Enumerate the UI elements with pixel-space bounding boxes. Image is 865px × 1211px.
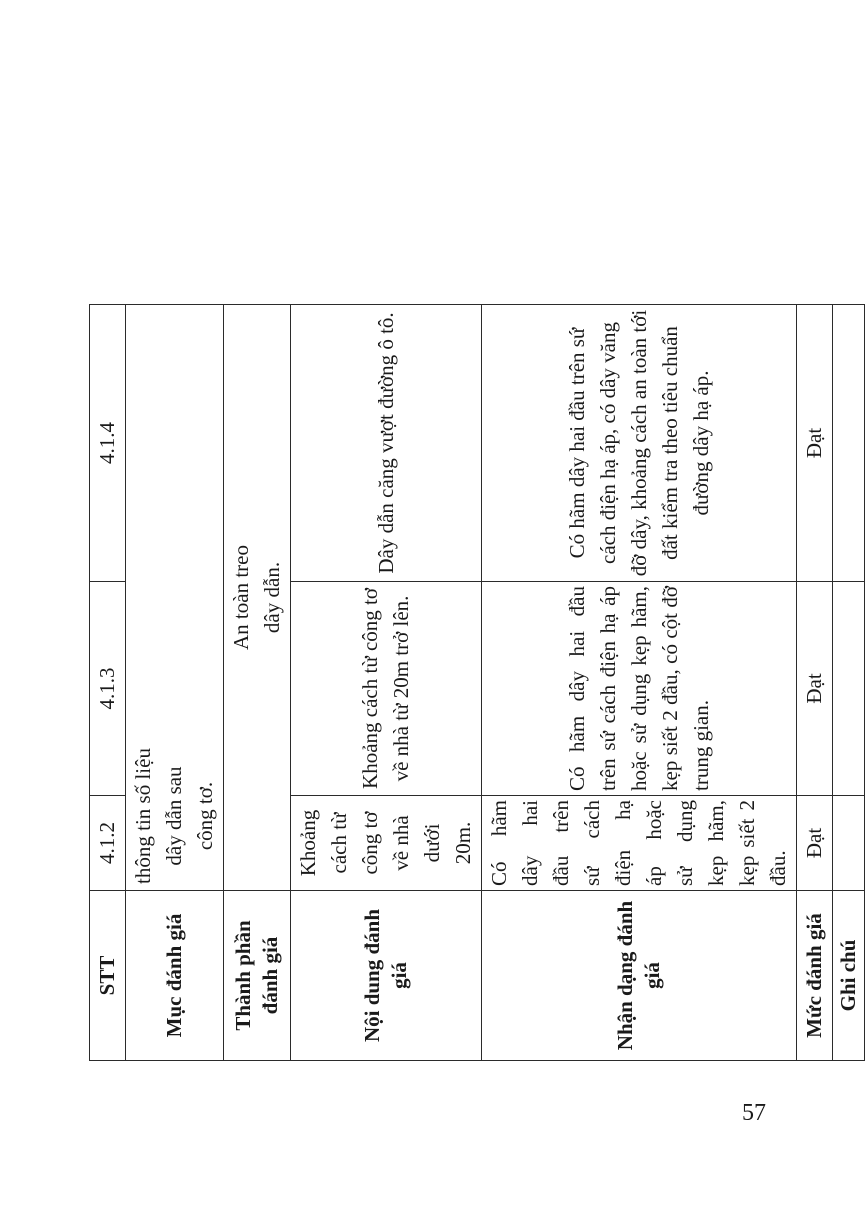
table-cell-muc: [126, 305, 224, 891]
header-stt: STT: [90, 891, 126, 1061]
table-row-stt-4-1-2: 4.1.2: [90, 796, 126, 891]
header-muc-row: [126, 89, 224, 1061]
header-nhan-dang-row: [482, 89, 797, 1061]
muc-carry-text: thông tin số liệu dây dẫn sau công tơ.: [131, 748, 217, 884]
header-noi-dung: Nội dung đánh giá: [291, 891, 482, 1061]
header-thanh-phan-row: [224, 89, 291, 1061]
header-stt-row: [90, 89, 126, 1061]
thanh-phan-text: An toàn treo dây dẫn.: [229, 545, 284, 650]
table-row-noi-dung-4-1-2: Khoảng cách từ công tơ về nhà dưới 20m.: [291, 796, 482, 891]
table-row-ghi-chu-4-1-4: [833, 305, 865, 582]
table-row-ghi-chu-4-1-2: [833, 796, 865, 891]
rotated-table-wrapper: [89, 89, 860, 1061]
table-row-stt-4-1-4: 4.1.4: [90, 305, 126, 582]
table-row-muc-danh-gia-4-1-2: Đạt: [797, 796, 833, 891]
header-noi-dung-row: [291, 89, 482, 1061]
header-thanh-phan: Thành phần đánh giá: [224, 891, 291, 1061]
table-row-muc-danh-gia-4-1-3: Đạt: [797, 582, 833, 796]
header-muc: Mục đánh giá: [126, 891, 224, 1061]
table-row-nhan-dang-4-1-4: Có hãm dây hai đầu trên sứ cách điện hạ áp, có dây văng đỡ dây, khoảng cách an toàn tới đất kiểm tra theo tiêu chuẩn đường dây hạ áp.: [482, 305, 797, 582]
header-ghi-chu-row: [833, 89, 865, 1061]
header-ghi-chu: Ghi chú: [833, 891, 865, 1061]
table-cell-thanh-phan: [224, 305, 291, 891]
page-number: 57: [742, 1100, 766, 1126]
table-row-nhan-dang-4-1-3: Có hãm dây hai đầu trên sứ cách điện hạ áp hoặc sử dụng kẹp hãm, kẹp siết 2 đầu, có cột đỡ trung gian.: [482, 582, 797, 796]
header-muc-danh-gia: Mức đánh giá: [797, 891, 833, 1061]
table-row-noi-dung-4-1-4: Dây dẫn căng vượt đường ô tô.: [291, 305, 482, 582]
table-row-nhan-dang-4-1-2: Có hãm dây hai đầu trên sứ cách điện hạ áp hoặc sử dụng kẹp hãm, kẹp siết 2 đầu.: [482, 796, 797, 891]
table-row-ghi-chu-4-1-3: [833, 582, 865, 796]
header-nhan-dang: Nhận dạng đánh giá: [482, 891, 797, 1061]
table-row-noi-dung-4-1-3: Khoảng cách từ công tơ về nhà từ 20m trở lên.: [291, 582, 482, 796]
table-row-muc-danh-gia-4-1-4: Đạt: [797, 305, 833, 582]
evaluation-table: [89, 88, 865, 1061]
header-muc-danh-gia-row: [797, 89, 833, 1061]
table-row-stt-4-1-3: 4.1.3: [90, 582, 126, 796]
